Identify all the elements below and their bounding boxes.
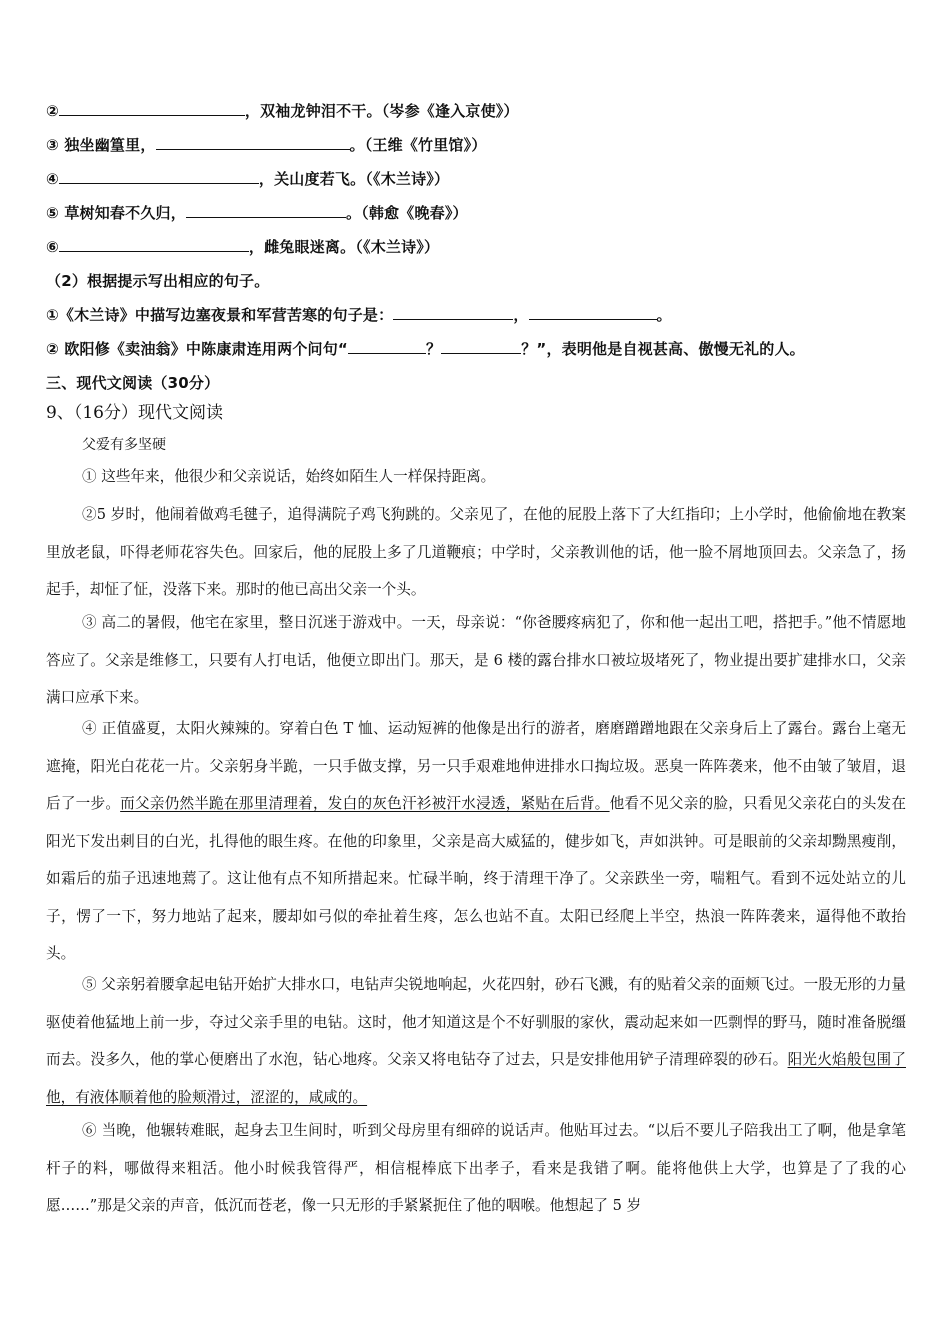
line-lead: ② [46,102,59,120]
paragraph-5 [46,966,906,1116]
paragraph-6: ⑥ 当晚，他辗转难眠，起身去卫生间时，听到父母房里有细碎的说话声。他贴耳过去。“以后不要儿子陪我出工了啊，他是拿笔杆子的料，哪做得来粗活。他小时候我管得严，相信棍棒底下出孝子，看来是我错了啊。能将他供上大学，也算是了了我的心愿……”那是父亲的声音，低沉而苍老，像一只无形的手紧紧扼住了他的咽喉。他想起了 5 岁 [46,1122,906,1214]
question-mark: ？ [425,340,442,358]
answer-blank[interactable] [393,305,513,320]
question-oil-seller [46,338,805,359]
article-title: 父爱有多坚硬 [82,437,166,453]
question-text: ①《木兰诗》中描写边塞夜景和军营苦寒的句子是： [46,306,394,324]
paragraph-text: ④ 正值盛夏，太阳火辣辣的。穿着白色 T 恤、运动短裤的他像是出行的游者，磨磨蹭蹭地跟在父亲身后上了露台。露台上毫无遮掩，阳光白花花一片。父亲躬身半跪，一只手做支撑，另一只手艰难地伸进排水口掏垃圾。恶臭一阵阵袭来，他不由皱了皱眉，退后了一步。 [46,720,906,812]
paragraph-2: ②5 岁时，他闹着做鸡毛毽子，追得满院子鸡飞狗跳的。父亲见了，在他的屁股上落下了大红指印；上小学时，他偷偷地在教案里放老鼠，吓得老师花容失色。回家后，他的屁股上多了几道鞭痕；中学时，父亲教训他的话，他一脸不屑地顶回去。父亲急了，扬起手，却怔了怔，没落下来。那时的他已高出父亲一个头。 [46,506,906,598]
answer-blank[interactable] [59,101,245,116]
line-lead: ④ [46,170,59,188]
answer-blank[interactable] [59,237,249,252]
answer-blank[interactable] [348,339,426,354]
paragraph-1: ① 这些年来，他很少和父亲说话，始终如陌生人一样保持距离。 [82,468,496,485]
paragraph-text: ⑤ 父亲躬着腰拿起电钻开始扩大排水口，电钻声尖锐地响起，火花四射，砂石飞溅，有的贴着父亲的面颊飞过。一股无形的力量驱使着他猛地上前一步，夺过父亲手里的电钻。这时，他才知道这是个不好驯服的家伙，震动起来如一匹剽悍的野马，随时准备脱缰而去。没多久，他的掌心便磨出了水泡，钻心地疼。父亲又将电钻夺了过去，只是安排他用铲子清理碎裂的砂石。 [46,976,906,1068]
underlined-sentence: 而父亲仍然半跪在那里清理着，发白的灰色汗衫被汗水浸透，紧贴在后背。 [120,795,610,812]
line-lead: ③ 独坐幽篁里， [46,136,156,154]
line-post: 。（王维《竹里馆》） [349,136,487,154]
section-heading: 三、现代文阅读（30分） [46,374,220,392]
line-post: ，关山度若飞。（《木兰诗》） [258,170,450,188]
fill-line-6 [46,236,439,257]
paragraph-4 [46,710,906,973]
separator: ， [513,306,529,324]
paragraph-text: 他看不见父亲的脸，只看见父亲花白的头发在阳光下发出刺目的白光，扎得他的眼生疼。在他的印象里，父亲是高大威猛的，健步如飞，声如洪钟。可是眼前的父亲却黝黑瘦削，如霜后的茄子迅速地蔫了。这让他有点不知所措起来。忙碌半晌，终于清理干净了。父亲跌坐一旁，喘粗气。看到不远处站立的儿子，愣了一下，努力地站了起来，腰却如弓似的牵扯着生疼，怎么也站不直。太阳已经爬上半空，热浪一阵阵袭来，逼得他不敢抬头。 [46,795,906,962]
question-9-heading: 9、（16分）现代文阅读 [46,403,223,423]
line-lead: ⑥ [46,238,59,256]
answer-blank[interactable] [156,135,350,150]
part2-heading: （2）根据提示写出相应的句子。 [46,272,270,290]
question-tail: ？”，表明他是自视甚高、傲慢无礼的人。 [521,340,805,358]
fill-line-2 [46,100,519,121]
fill-line-3 [46,134,487,155]
line-post: ，双袖龙钟泪不干。（岑参《逢入京使》） [244,102,519,120]
answer-blank[interactable] [59,169,259,184]
answer-blank[interactable] [529,305,657,320]
answer-blank[interactable] [441,339,521,354]
line-post: 。（韩愈《晚春》） [345,204,468,222]
paragraph-3: ③ 高二的暑假，他宅在家里，整日沉迷于游戏中。一天，母亲说：“你爸腰疼病犯了，你和他一起出工吧，搭把手。”他不情愿地答应了。父亲是维修工，只要有人打电话，他便立即出门。那天，是 6 楼的露台排水口被垃圾堵死了，物业提出要扩建排水口，父亲满口应承下来。 [46,614,906,706]
answer-blank[interactable] [186,203,346,218]
fill-line-4 [46,168,449,189]
underlined-sentence: 阳光火焰般包围了他，有液体顺着他的脸颊滑过，涩涩的，咸咸的。 [46,1051,906,1106]
question-text: ② 欧阳修《卖油翁》中陈康肃连用两个问句“ [46,340,348,358]
line-lead: ⑤ 草树知春不久归， [46,204,186,222]
line-post: ，雌兔眼迷离。（《木兰诗》） [248,238,440,256]
question-mulan [46,304,672,325]
period: 。 [656,306,672,324]
fill-line-5 [46,202,468,223]
